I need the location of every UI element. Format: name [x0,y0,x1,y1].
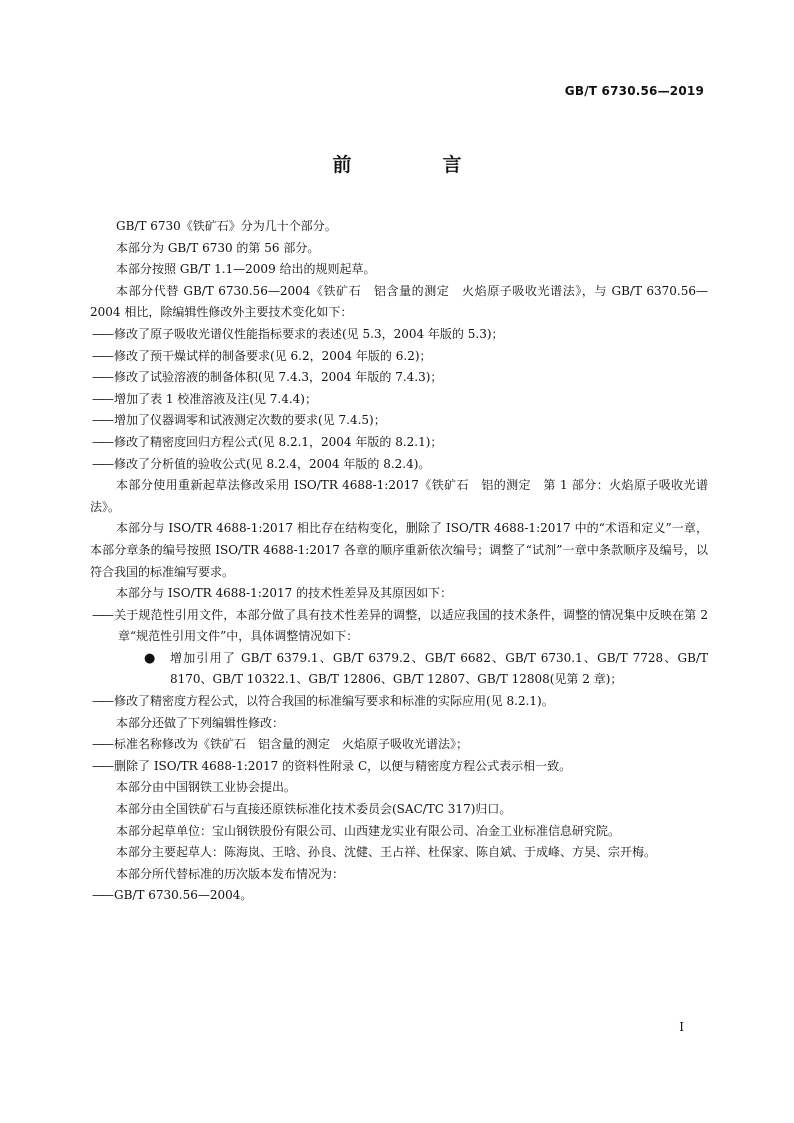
dash-list-item-text: 修改了精密度回归方程公式(见 8.2.1，2004 年版的 8.2.1)； [114,434,443,449]
dash-list-item-text: 修改了试验溶液的制备体积(见 7.4.3，2004 年版的 7.4.3)； [114,370,443,385]
dash-list-item-text: GB/T 6730.56—2004。 [114,888,253,903]
paragraph: GB/T 6730《铁矿石》分为几十个部分。 [116,219,337,233]
bullet-list-item-text: 增加引用了 GB/T 6379.1、GB/T 6379.2、GB/T 6682、GB/T 6730.1、GB/T 7728、GB/T 8170、GB/T 10322.1、GB/T 12806、GB/T 12807、GB/T 12808(见第 2 章)； [170,650,708,687]
page-number: I [679,1020,684,1034]
page-title: 前 言 [332,154,498,176]
standard-code: GB/T 6730.56—2019 [564,84,704,98]
paragraph: 本部分起草单位：宝山钢铁股份有限公司、山西建龙实业有限公司、冶金工业标准信息研究院。 [116,823,621,838]
dash-list-item-text: 增加了仪器调零和试液测定次数的要求(见 7.4.5)； [114,413,386,428]
dash-list-item-text: 修改了精密度方程公式，以符合我国的标准编写要求和标准的实际应用(见 8.2.1)。 [114,694,554,709]
dash-list-item [90,691,708,713]
dash-list-item [90,389,708,411]
paragraph: 本部分使用重新起草法修改采用 ISO/TR 4688-1:2017《铁矿石 铝的测定 第 1 部分：火焰原子吸收光谱法》。 [90,478,708,514]
bullet-list-item [90,648,708,691]
paragraph: 本部分代替 GB/T 6730.56—2004《铁矿石 铝含量的测定 火焰原子吸收光谱法》，与 GB/T 6370.56—2004 相比，除编辑性修改外主要技术变化如下： [90,283,708,320]
dash-list-item-text: 删除了 ISO/TR 4688-1:2017 的资料性附录 C，以便与精密度方程公式表示相一致。 [114,758,572,773]
document-body [90,216,708,907]
dash-list-item [90,885,708,907]
dash-list-item-text: 修改了预干燥试样的制备要求(见 6.2，2004 年版的 6.2)； [114,348,432,363]
dash-list-item [90,346,708,368]
paragraph: 本部分主要起草人：陈海岚、王晗、孙良、沈健、王占祥、杜保家、陈自斌、于成峰、方昊、宗开梅。 [116,845,657,860]
dash-list-item [90,324,708,346]
dash-list-item [90,410,708,432]
paragraph: 本部分由全国铁矿石与直接还原铁标准化技术委员会(SAC/TC 317)归口。 [116,802,512,817]
dash-list-item-text: 修改了分析值的验收公式(见 8.2.4，2004 年版的 8.2.4)。 [114,456,431,471]
dash-list-item-text: 标准名称修改为《铁矿石 铝含量的测定 火焰原子吸收光谱法》； [114,737,469,752]
dash-list-item [90,432,708,454]
paragraph: 本部分所代替标准的历次版本发布情况为： [116,866,345,881]
dash-list-item [90,734,708,756]
paragraph: 本部分按照 GB/T 1.1—2009 给出的规则起草。 [116,262,376,277]
dash-list-item-text: 关于规范性引用文件，本部分做了具有技术性差异的调整，以适应我国的技术条件，调整的情况集中反映在第 2 章“规范性引用文件”中，具体调整情况如下： [114,607,708,644]
dash-list-item-text: 增加了表 1 校准溶液及注(见 7.4.4)； [114,391,317,406]
bullet-dot-icon: ● [144,650,156,666]
paragraph: 本部分与 ISO/TR 4688-1:2017 相比存在结构变化，删除了 ISO/TR 4688-1:2017 中的“术语和定义”一章，本部分章条的编号按照 ISO/TR 4688-1:2017 各章的顺序重新依次编号；调整了“试剂”一章中条款顺序及编号，以符合我国的标准编写要求。 [90,521,708,579]
paragraph: 本部分还做了下列编辑性修改： [116,715,285,730]
paragraph: 本部分为 GB/T 6730 的第 56 部分。 [116,240,320,255]
dash-list-item [90,367,708,389]
dash-list-item-text: 修改了原子吸收光谱仪性能指标要求的表述(见 5.3，2004 年版的 5.3)； [114,326,504,341]
dash-list-item [90,756,708,778]
paragraph: 本部分由中国钢铁工业协会提出。 [116,780,297,795]
dash-list-item [90,605,708,648]
dash-list-item [90,454,708,476]
paragraph: 本部分与 ISO/TR 4688-1:2017 的技术性差异及其原因如下： [116,586,453,601]
